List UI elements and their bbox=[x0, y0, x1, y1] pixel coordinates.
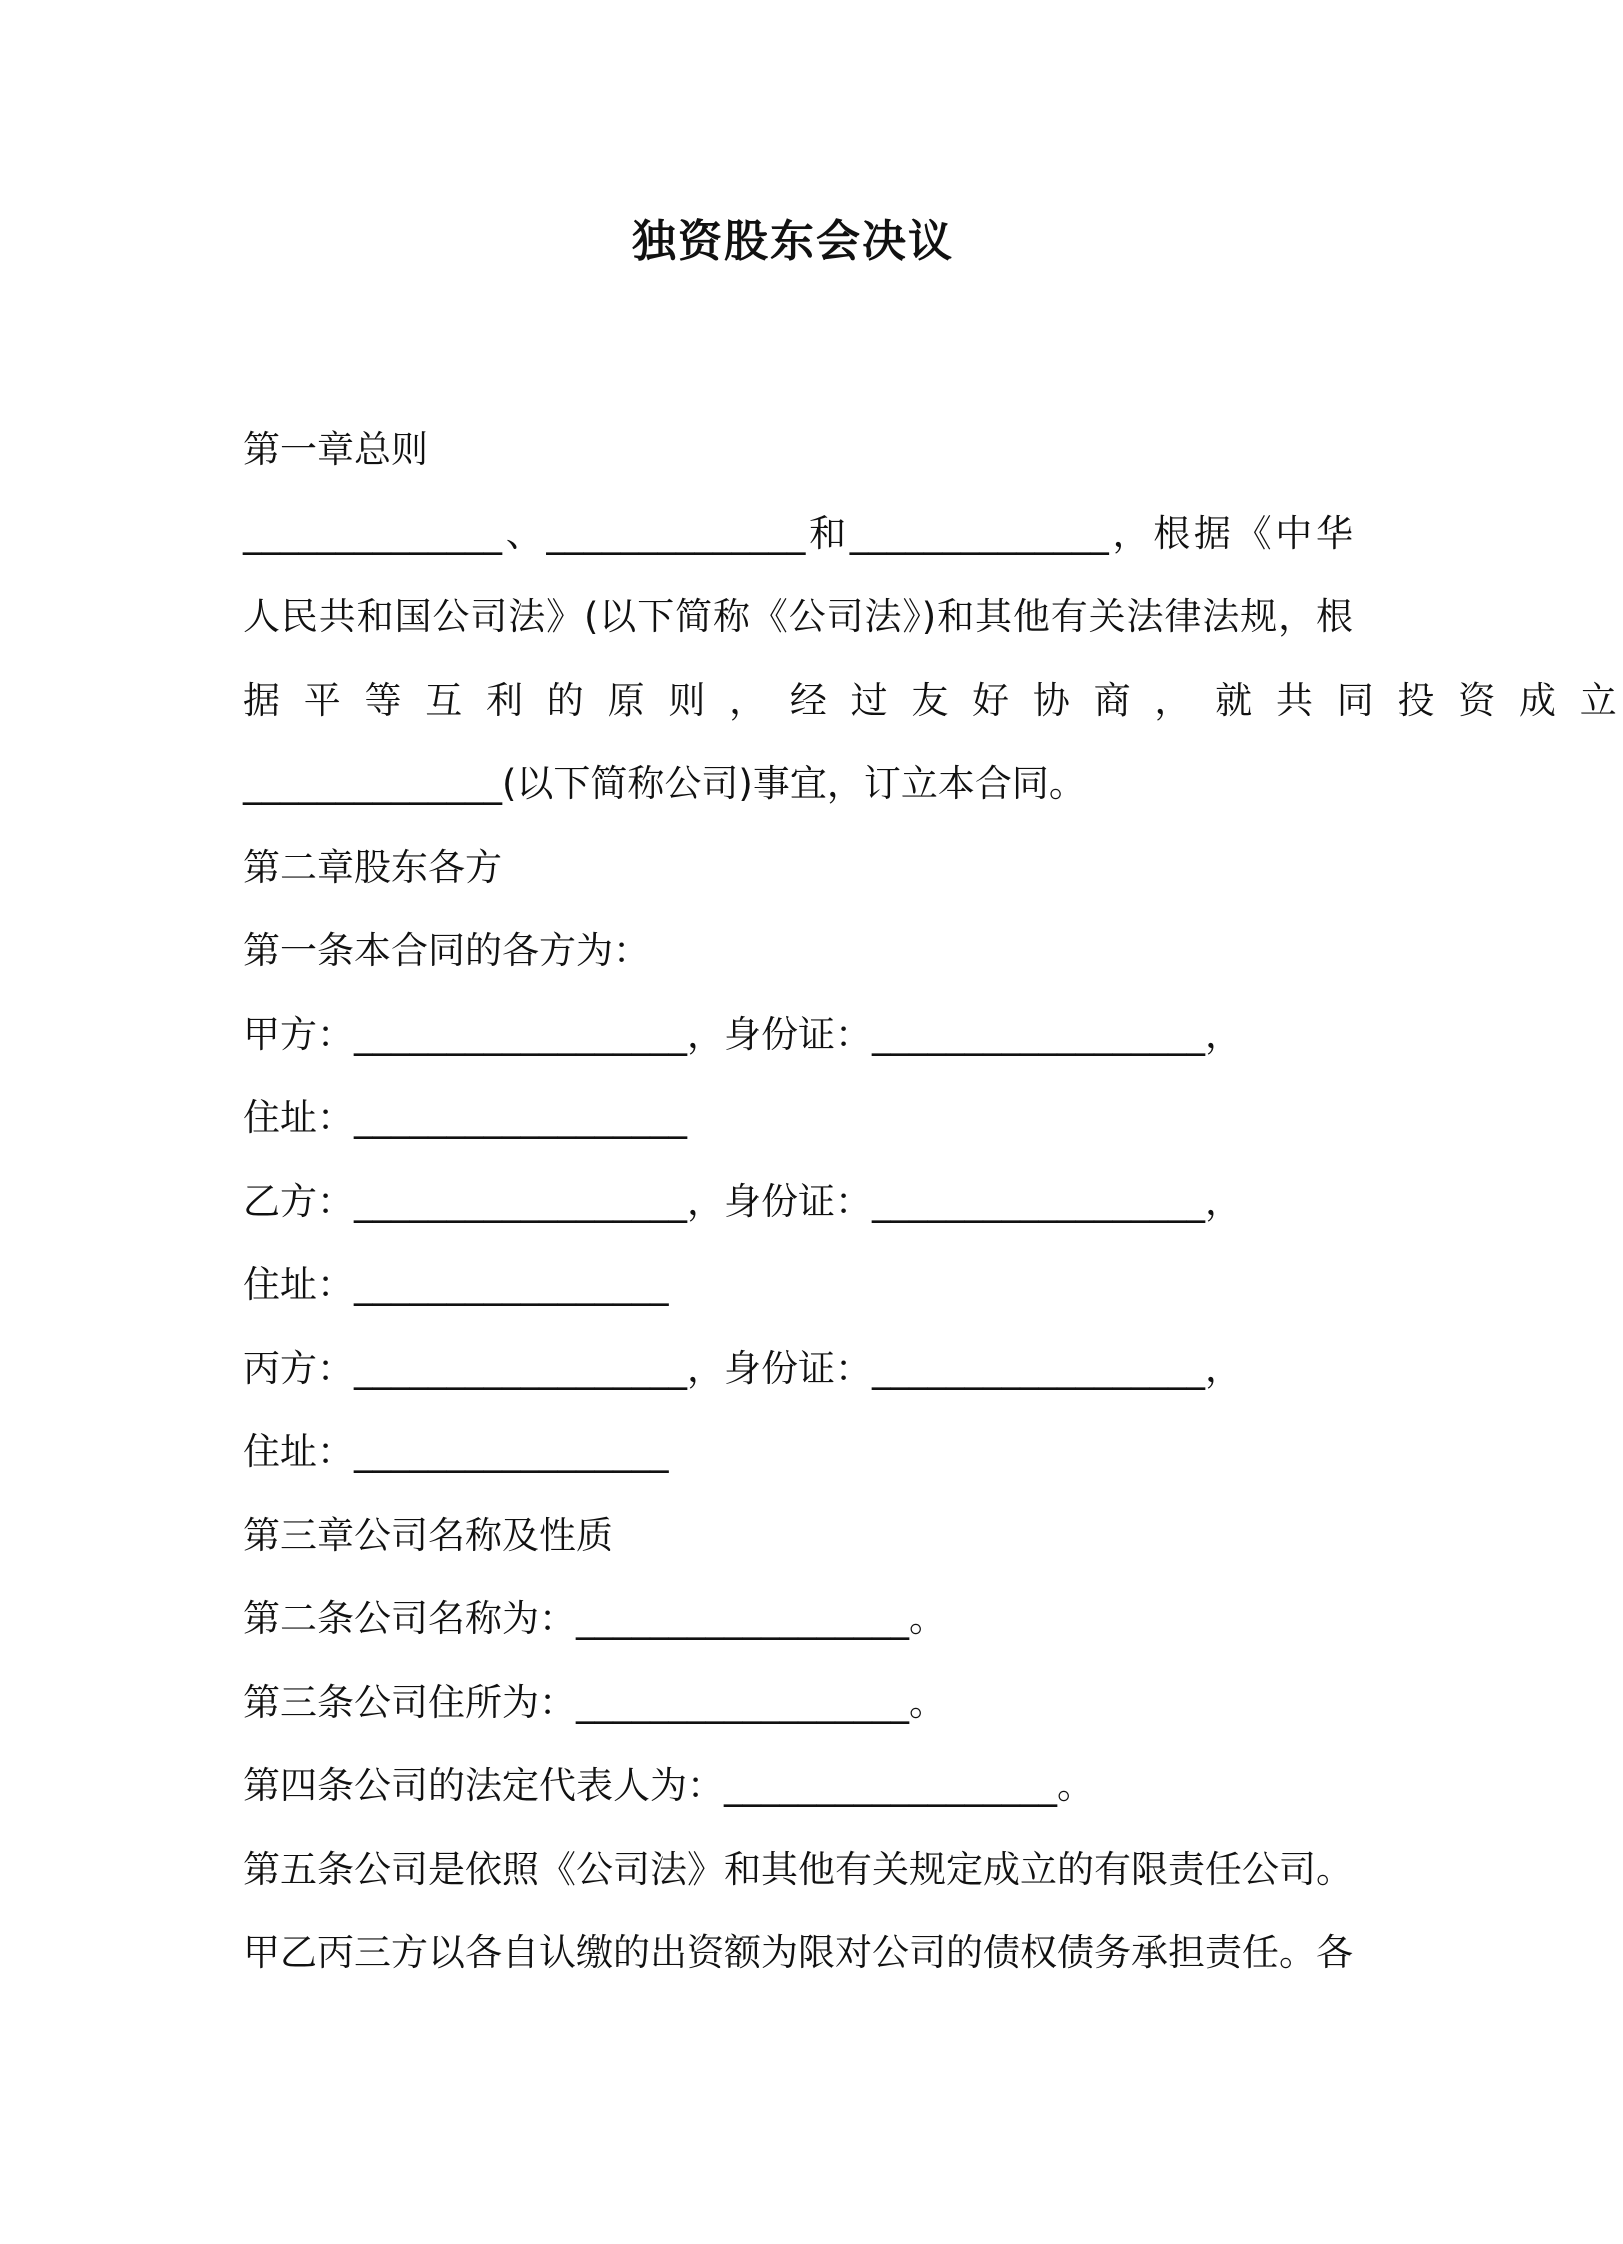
paragraph-line: 据 平 等 互 利 的 原 则 ， 经 过 友 好 协 商 ， 就 共 同 投 资 成 立 bbox=[243, 678, 1623, 722]
party-a-address: 住址：__________________ bbox=[243, 1096, 687, 1139]
party-a-line: 甲方：__________________，身份证：__________________， bbox=[243, 1012, 1242, 1056]
chapter-2-heading: 第二章股东各方 bbox=[243, 845, 502, 889]
party-c-address: 住址：_________________ bbox=[243, 1430, 669, 1473]
article-1: 第一条本合同的各方为： bbox=[243, 929, 650, 972]
paragraph-line: 甲乙丙三方以各自认缴的出资额为限对公司的债权债务承担责任。各 bbox=[243, 1931, 1353, 1974]
party-c-line: 丙方：__________________，身份证：__________________， bbox=[243, 1346, 1242, 1390]
party-b-address: 住址：_________________ bbox=[243, 1263, 669, 1306]
paragraph-line: ______________、______________和______________，根据《中华 bbox=[243, 511, 1353, 555]
paragraph-line: 人民共和国公司法》(以下简称《公司法》)和其他有关法律法规，根 bbox=[243, 595, 1353, 638]
document-title: 独资股东会决议 bbox=[632, 216, 954, 267]
article-3: 第三条公司住所为：__________________。 bbox=[243, 1680, 946, 1724]
paragraph-line: ______________(以下简称公司)事宜，订立本合同。 bbox=[243, 762, 1086, 805]
article-2: 第二条公司名称为：__________________。 bbox=[243, 1597, 946, 1640]
chapter-3-heading: 第三章公司名称及性质 bbox=[243, 1513, 613, 1557]
article-5: 第五条公司是依照《公司法》和其他有关规定成立的有限责任公司。 bbox=[243, 1847, 1353, 1891]
document-body bbox=[243, 408, 1623, 1995]
article-4: 第四条公司的法定代表人为：__________________。 bbox=[243, 1764, 1094, 1807]
chapter-1-heading: 第一章总则 bbox=[243, 428, 428, 471]
party-b-line: 乙方：__________________，身份证：__________________， bbox=[243, 1179, 1242, 1223]
